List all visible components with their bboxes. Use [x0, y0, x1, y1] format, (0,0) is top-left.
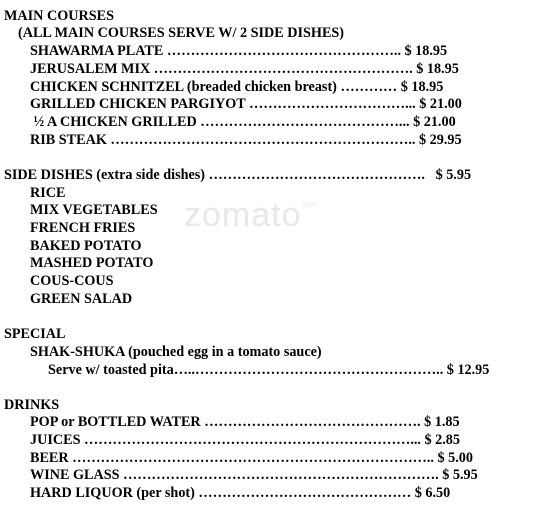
- menu-item-chicken-schnitzel: CHICKEN SCHNITZEL (breaded chicken breast) ………… $ 18.95: [30, 79, 444, 95]
- side-dishes-heading: SIDE DISHES (extra side dishes) ………………………………………. $ 5.95: [4, 167, 472, 183]
- menu-item-shawarma-plate: SHAWARMA PLATE ………………………………………….. $ 18.95: [30, 43, 448, 59]
- drink-hard-liquor: HARD LIQUOR (per shot) ……………………………………… $ 6.50: [30, 485, 451, 501]
- side-dish-baked-potato: BAKED POTATO: [30, 238, 142, 254]
- side-dish-cous-cous: COUS-COUS: [30, 273, 114, 289]
- drinks-heading: DRINKS: [4, 397, 60, 413]
- drink-wine-glass: WINE GLASS …………………………………………………………. $ 5.95: [30, 467, 478, 483]
- drink-beer: BEER ………………………………………………………………….. $ 5.00: [30, 450, 473, 466]
- main-courses-heading: MAIN COURSES: [4, 8, 114, 24]
- special-item-detail: Serve w/ toasted pita…..…………………………………………….. $ 12.95: [48, 362, 490, 378]
- menu-item-jerusalem-mix: JERUSALEM MIX ………………………………………………. $ 18.95: [30, 61, 459, 77]
- menu-item-grilled-chicken-pargiyot: GRILLED CHICKEN PARGIYOT ……………………………... $ 21.00: [30, 96, 462, 112]
- menu-item-rib-steak: RIB STEAK ……………………………………………………….. $ 29.95: [30, 132, 462, 148]
- special-item-shak-shuka: SHAK-SHUKA (pouched egg in a tomato sauce): [30, 344, 322, 360]
- zomato-watermark: zomato$^{com}$: [184, 196, 318, 234]
- side-dish-rice: RICE: [30, 185, 66, 201]
- drink-pop-or-bottled-water: POP or BOTTLED WATER ………………………………………. $ 1.85: [30, 414, 460, 430]
- side-dish-mix-vegetables: MIX VEGETABLES: [30, 202, 158, 218]
- main-courses-note: (ALL MAIN COURSES SERVE W/ 2 SIDE DISHES): [18, 25, 345, 41]
- drink-juices: JUICES ……………………………………………………………... $ 2.85: [30, 432, 460, 448]
- menu-item-half-chicken-grilled: ½ A CHICKEN GRILLED ……………………………………... $ 21.00: [30, 114, 456, 130]
- special-heading: SPECIAL: [4, 326, 66, 342]
- side-dish-french-fries: FRENCH FRIES: [30, 220, 136, 236]
- side-dish-mashed-potato: MASHED POTATO: [30, 255, 154, 271]
- side-dish-green-salad: GREEN SALAD: [30, 291, 133, 307]
